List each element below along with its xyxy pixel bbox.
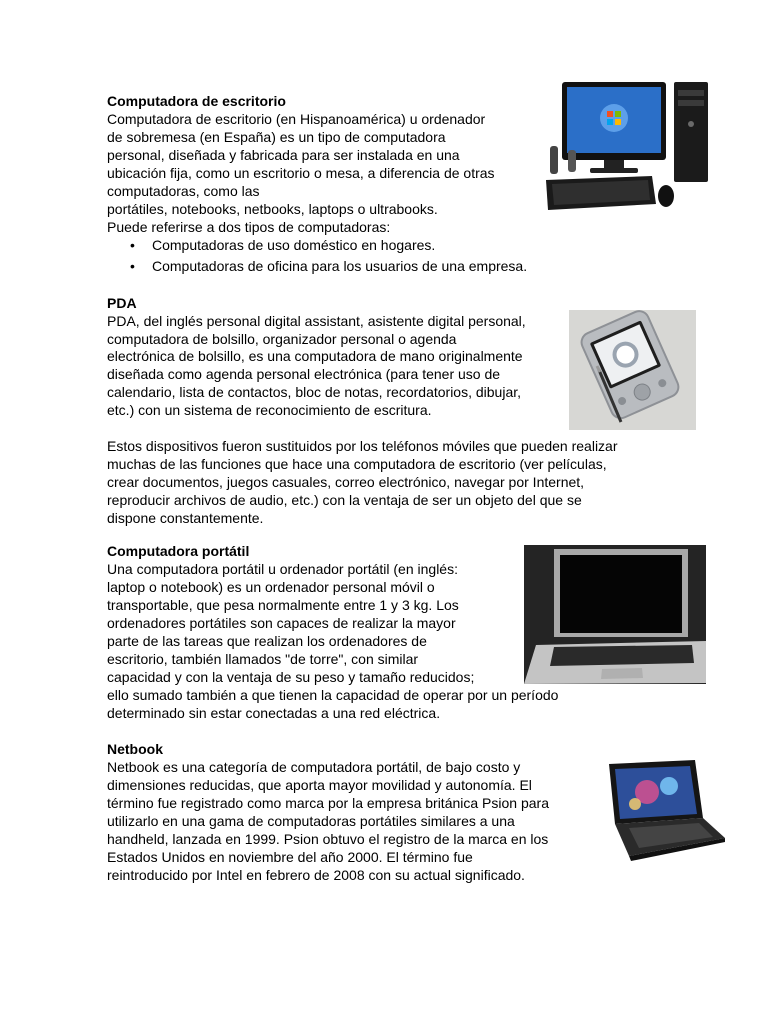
paragraph-line: término fue registrado como marca por la empresa británica Psion para	[107, 795, 549, 811]
paragraph-line: computadora de bolsillo, organizador personal o agenda	[107, 331, 457, 347]
paragraph-line: diseñada como agenda personal electrónica (para tener uso de	[107, 366, 501, 382]
paragraph-line: etc.) con un sistema de reconocimiento de escritura.	[107, 402, 432, 418]
paragraph-line: de sobremesa (en España) es un tipo de computadora	[107, 129, 446, 145]
paragraph-line: personal, diseñada y fabricada para ser instalada en una	[107, 147, 460, 163]
paragraph-line: muchas de las funciones que hace una computadora de escritorio (ver películas,	[107, 456, 607, 472]
paragraph-line: Computadora de escritorio (en Hispanoamérica) u ordenador	[107, 111, 486, 127]
section-title-desktop: Computadora de escritorio	[107, 93, 286, 109]
netbook-icon	[599, 758, 727, 865]
paragraph-line: Estos dispositivos fueron sustituidos por los teléfonos móviles que pueden realizar	[107, 438, 618, 454]
bullet-icon: •	[130, 237, 135, 253]
paragraph-line: ordenadores portátiles son capaces de realizar la mayor	[107, 615, 456, 631]
paragraph-line: electrónica de bolsillo, es una computadora de mano originalmente	[107, 348, 523, 364]
paragraph-line: handheld, lanzada en 1999. Psion obtuvo el registro de la marca en los	[107, 831, 549, 847]
paragraph-line: Puede referirse a dos tipos de computadoras:	[107, 219, 391, 235]
paragraph-line: reintroducido por Intel en febrero de 2008 con su actual significado.	[107, 867, 525, 883]
paragraph-line: Una computadora portátil u ordenador portátil (en inglés:	[107, 561, 458, 577]
paragraph-line: portátiles, notebooks, netbooks, laptops o ultrabooks.	[107, 201, 438, 217]
bullet-item: Computadoras de uso doméstico en hogares.	[152, 237, 436, 253]
paragraph-line: capacidad y con la ventaja de su peso y tamaño reducidos;	[107, 669, 475, 685]
laptop-icon	[524, 545, 706, 684]
desktop-computer-icon	[544, 80, 710, 214]
paragraph-line: transportable, que pesa normalmente entre 1 y 3 kg. Los	[107, 597, 459, 613]
paragraph-line: escritorio, también llamados "de torre", con similar	[107, 651, 419, 667]
section-title-netbook: Netbook	[107, 741, 163, 757]
bullet-item: Computadoras de oficina para los usuarios de una empresa.	[152, 258, 528, 274]
paragraph-line: laptop o notebook) es un ordenador personal móvil o	[107, 579, 435, 595]
paragraph-line: ubicación fija, como un escritorio o mesa, a diferencia de otras	[107, 165, 495, 181]
section-title-pda: PDA	[107, 295, 137, 311]
section-title-laptop: Computadora portátil	[107, 543, 250, 559]
paragraph-line: crear documentos, juegos casuales, correo electrónico, navegar por Internet,	[107, 474, 585, 490]
paragraph-line: Estados Unidos en noviembre del año 2000. El término fue	[107, 849, 473, 865]
paragraph-line: determinado sin estar conectadas a una red eléctrica.	[107, 705, 441, 721]
paragraph-line: dispone constantemente.	[107, 510, 264, 526]
paragraph-line: dimensiones reducidas, que aporta mayor movilidad y autonomía. El	[107, 777, 532, 793]
paragraph-line: calendario, lista de contactos, bloc de notas, recordatorios, dibujar,	[107, 384, 522, 400]
paragraph-line: utilizarlo en una gama de computadoras portátiles similares a una	[107, 813, 515, 829]
paragraph-line: Netbook es una categoría de computadora portátil, de bajo costo y	[107, 759, 521, 775]
paragraph-line: ello sumado también a que tienen la capacidad de operar por un período	[107, 687, 559, 703]
paragraph-line: PDA, del inglés personal digital assistant, asistente digital personal,	[107, 313, 526, 329]
paragraph-line: reproducir archivos de audio, etc.) con la ventaja de ser un objeto del que se	[107, 492, 582, 508]
bullet-icon: •	[130, 258, 135, 274]
paragraph-line: parte de las tareas que realizan los ordenadores de	[107, 633, 427, 649]
paragraph-line: computadoras, como las	[107, 183, 260, 199]
pda-device-icon	[569, 310, 696, 430]
